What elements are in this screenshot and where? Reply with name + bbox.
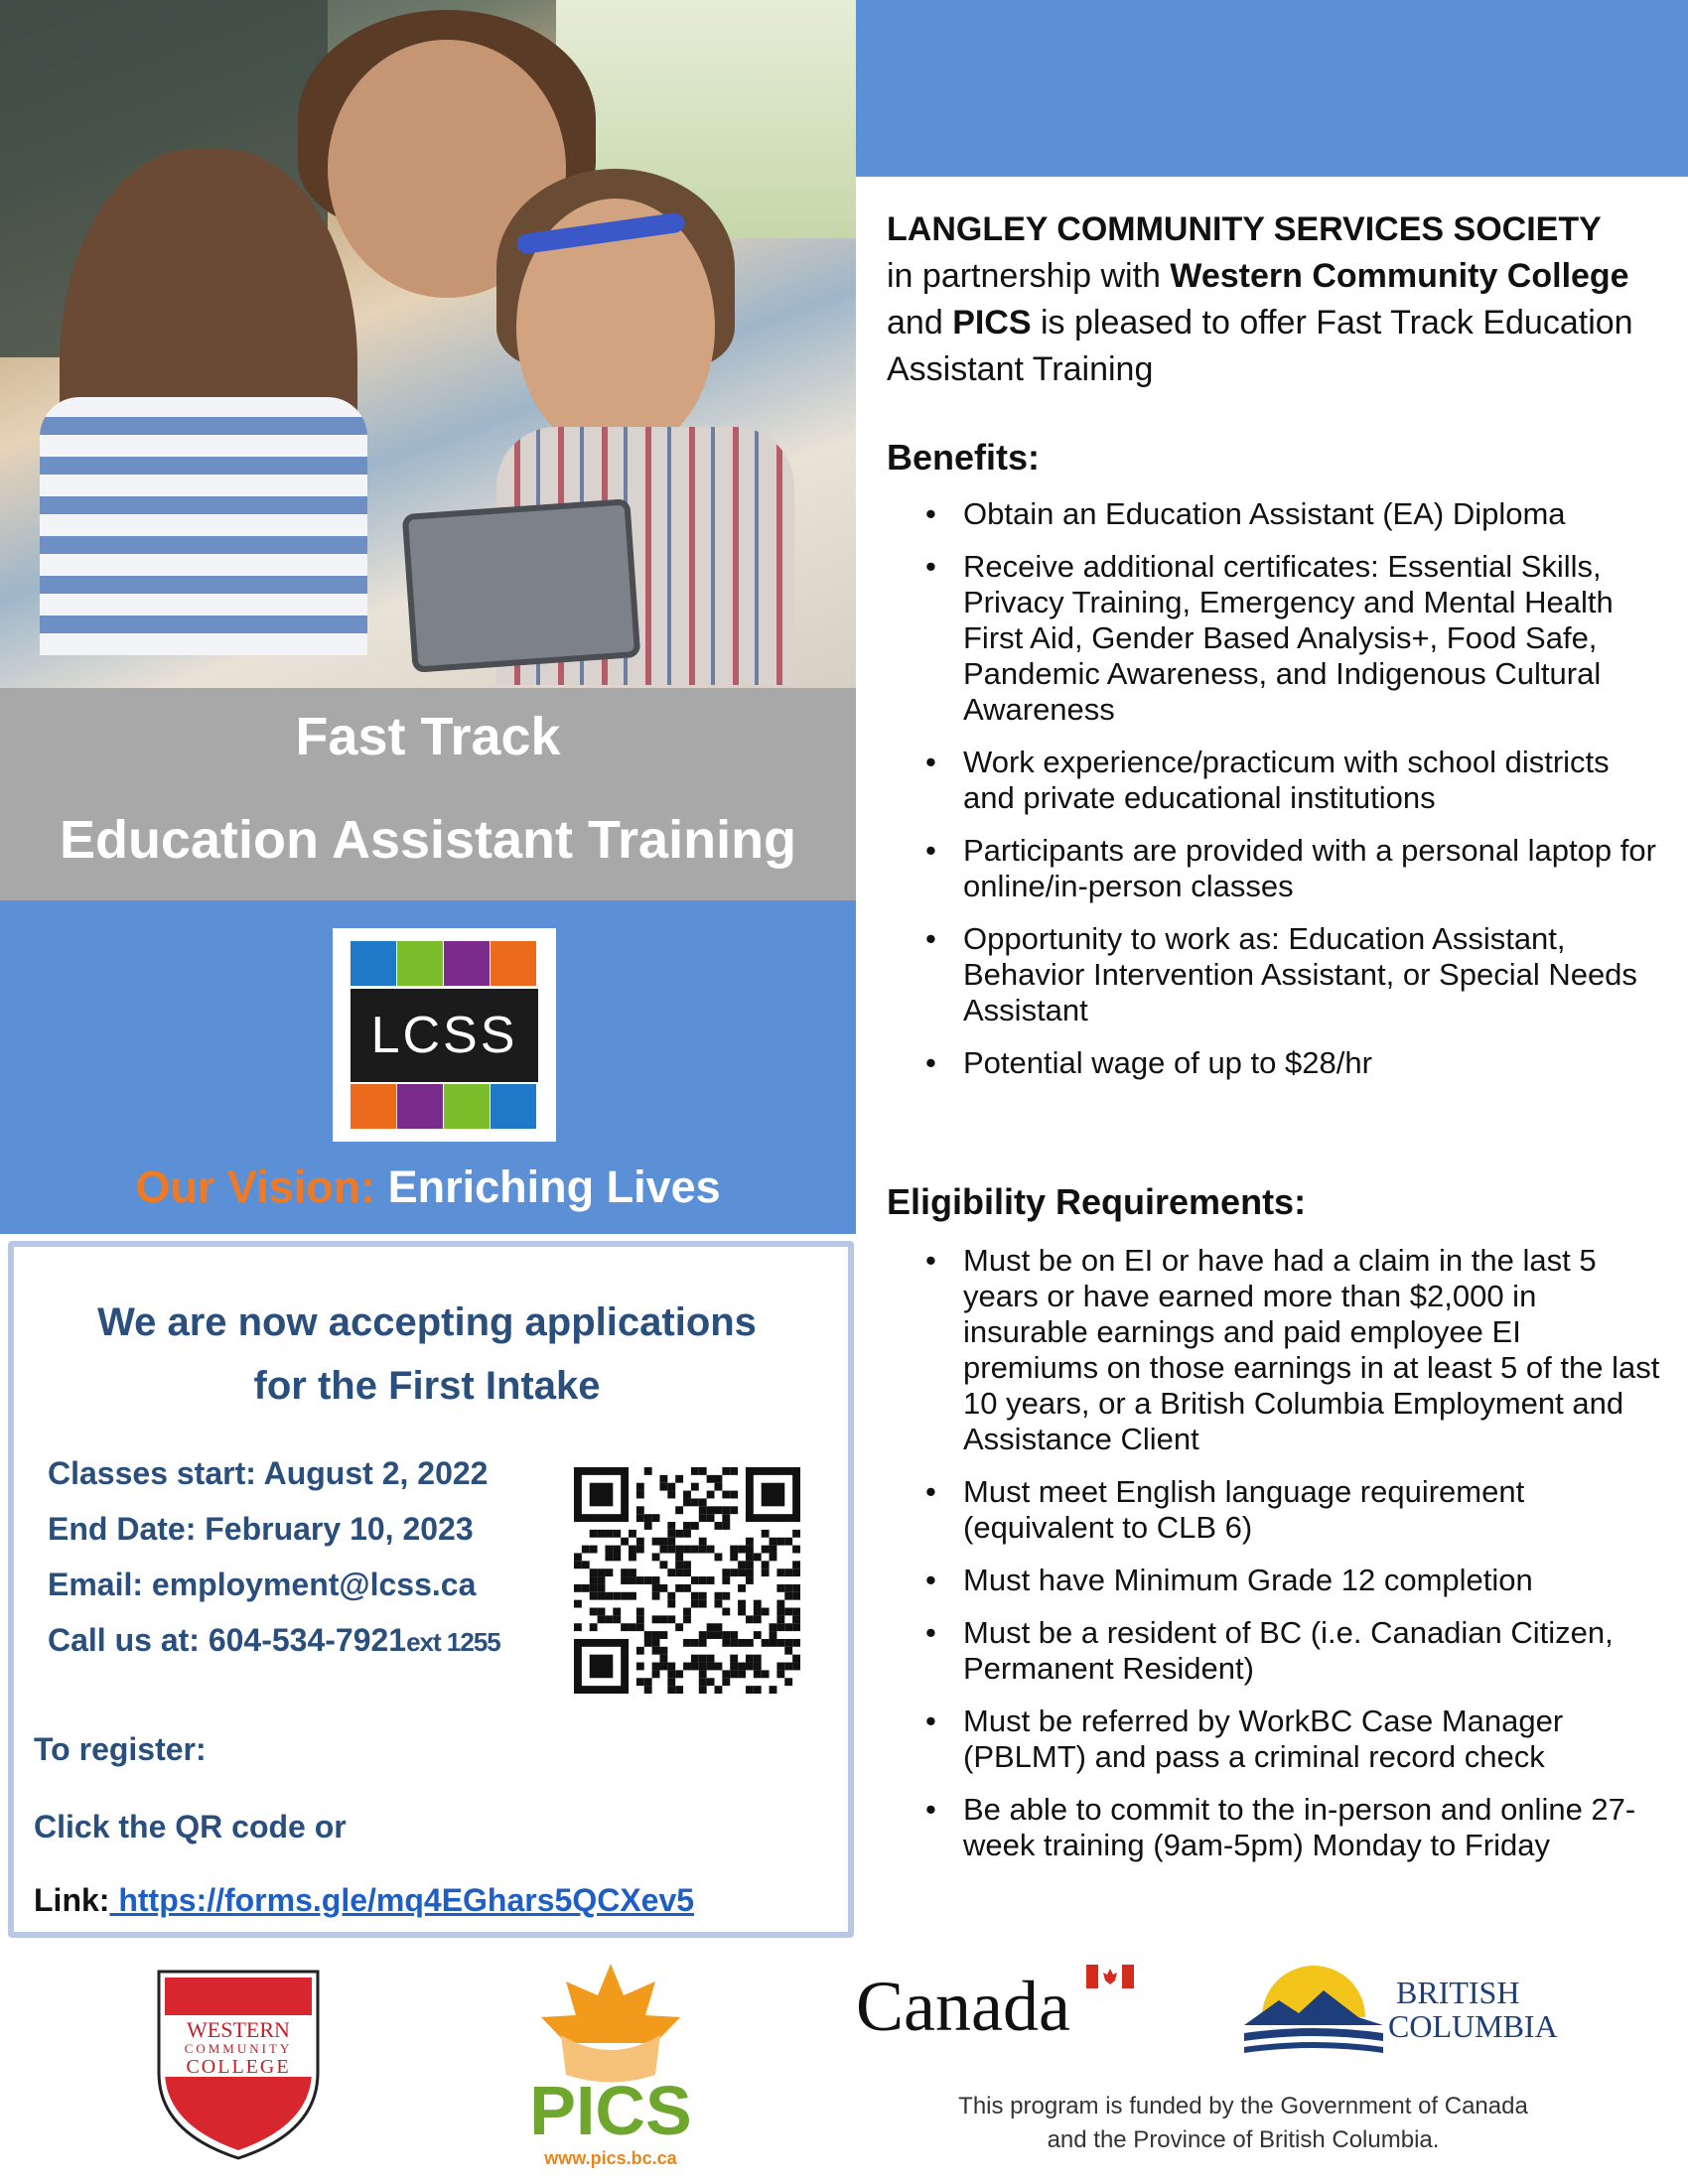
intro-text-3: is pleased to offer Fast Track Education Assistant Training bbox=[887, 304, 1633, 388]
eligibility-text: Must meet English language requirement (equivalent to CLB 6) bbox=[963, 1474, 1525, 1545]
org-name: LANGLEY COMMUNITY SERVICES SOCIETY bbox=[887, 210, 1602, 248]
eligibility-heading: Eligibility Requirements: bbox=[887, 1181, 1307, 1222]
benefit-item bbox=[925, 833, 1660, 904]
eligibility-item bbox=[925, 1792, 1660, 1863]
phone-extension: ext 1255 bbox=[406, 1627, 500, 1657]
funding-line-1: This program is funded by the Government of Canada bbox=[958, 2093, 1528, 2119]
wcc-text-3: COLLEGE bbox=[186, 2056, 291, 2078]
eligibility-item bbox=[925, 1704, 1660, 1775]
pics-text: PICS bbox=[529, 2072, 692, 2149]
hero-photo bbox=[0, 0, 856, 688]
bullet-icon: • bbox=[925, 833, 936, 868]
link-line bbox=[34, 1882, 694, 1919]
top-blue-band bbox=[856, 0, 1688, 177]
eligibility-text: Must be on EI or have had a claim in the last 5 years or have earned more than $2,000 in insurable earnings and paid employee EI premiums on those earnings in at least 5 of the last 10 years, or a British Columbia Employment and Assistance Client bbox=[963, 1243, 1660, 1456]
email[interactable]: Email: employment@lcss.ca bbox=[48, 1567, 477, 1602]
benefit-text: Opportunity to work as: Education Assistant, Behavior Intervention Assistant, or Special Needs Assistant bbox=[963, 921, 1637, 1027]
lcss-logo-text: LCSS bbox=[351, 989, 538, 1082]
benefit-item bbox=[925, 496, 1660, 532]
registration-link[interactable]: https://forms.gle/mq4EGhars5QCXev5 bbox=[109, 1882, 695, 1918]
benefit-text: Potential wage of up to $28/hr bbox=[963, 1045, 1372, 1080]
vision-text: Enriching Lives bbox=[375, 1161, 721, 1212]
benefit-text: Receive additional certificates: Essential Skills, Privacy Training, Emergency and Mental Health First Aid, Gender Based Analysis+, Food Safe, Pandemic Awareness, and Indigenous Cultural Awareness bbox=[963, 549, 1614, 727]
wcc-text-2: COMMUNITY bbox=[184, 2041, 293, 2056]
bc-text-2: COLUMBIA bbox=[1388, 2008, 1558, 2044]
benefit-item bbox=[925, 921, 1660, 1028]
partner-wcc: Western Community College bbox=[1170, 257, 1629, 295]
eligibility-text: Be able to commit to the in-person and online 27-week training (9am-5pm) Monday to Friday bbox=[963, 1792, 1636, 1862]
eligibility-item bbox=[925, 1474, 1660, 1546]
bullet-icon: • bbox=[925, 921, 936, 956]
benefit-text: Participants are provided with a personal laptop for online/in-person classes bbox=[963, 833, 1656, 903]
title-line-2: Education Assistant Training bbox=[59, 810, 797, 870]
canada-text: Canada bbox=[856, 1967, 1070, 2046]
benefit-text: Obtain an Education Assistant (EA) Diploma bbox=[963, 496, 1566, 531]
intro-paragraph bbox=[887, 206, 1671, 393]
bullet-icon: • bbox=[925, 1474, 936, 1509]
end-date: End Date: February 10, 2023 bbox=[48, 1511, 474, 1547]
benefits-heading: Benefits: bbox=[887, 437, 1041, 478]
benefit-item bbox=[925, 745, 1660, 816]
phone[interactable] bbox=[48, 1622, 500, 1659]
benefits-list bbox=[925, 496, 1660, 1098]
eligibility-text: Must be referred by WorkBC Case Manager (PBLMT) and pass a criminal record check bbox=[963, 1704, 1564, 1774]
partner-pics: PICS bbox=[952, 304, 1032, 341]
bullet-icon: • bbox=[925, 549, 936, 584]
bullet-icon: • bbox=[925, 496, 936, 531]
funding-notice bbox=[856, 2090, 1630, 2157]
british-columbia-logo bbox=[1239, 1956, 1587, 2065]
phone-number: Call us at: 604-534-7921 bbox=[48, 1622, 407, 1658]
pics-url: www.pics.bc.ca bbox=[544, 2148, 677, 2168]
lcss-logo bbox=[333, 928, 556, 1142]
intro-text-2: and bbox=[887, 304, 953, 341]
eligibility-list bbox=[925, 1243, 1660, 1880]
vision-label: Our Vision bbox=[135, 1161, 361, 1212]
eligibility-item bbox=[925, 1615, 1660, 1687]
benefit-item bbox=[925, 549, 1660, 728]
eligibility-text: Must be a resident of BC (i.e. Canadian Citizen, Permanent Resident) bbox=[963, 1615, 1614, 1686]
bullet-icon: • bbox=[925, 1704, 936, 1738]
pics-logo bbox=[506, 1956, 715, 2174]
eligibility-text: Must have Minimum Grade 12 completion bbox=[963, 1563, 1533, 1597]
eligibility-item bbox=[925, 1243, 1660, 1457]
bullet-icon: • bbox=[925, 1792, 936, 1827]
bullet-icon: • bbox=[925, 1045, 936, 1080]
qr-code[interactable] bbox=[574, 1467, 800, 1694]
register-label: To register: bbox=[34, 1731, 207, 1767]
intro-text-1: in partnership with bbox=[887, 257, 1171, 295]
benefit-text: Work experience/practicum with school districts and private educational institutions bbox=[963, 745, 1610, 815]
title-line-1: Fast Track bbox=[295, 707, 561, 766]
funding-line-2: and the Province of British Columbia. bbox=[1047, 2126, 1440, 2153]
link-label: Link: bbox=[34, 1882, 110, 1918]
title-banner bbox=[0, 688, 856, 900]
click-qr-text: Click the QR code or bbox=[34, 1809, 347, 1844]
vision-colon: : bbox=[360, 1161, 376, 1212]
accepting-heading bbox=[30, 1291, 824, 1418]
classes-start: Classes start: August 2, 2022 bbox=[48, 1455, 489, 1491]
bullet-icon: • bbox=[925, 1563, 936, 1597]
canada-wordmark bbox=[856, 1961, 1134, 2050]
bullet-icon: • bbox=[925, 745, 936, 779]
wcc-text-1: WESTERN bbox=[187, 2017, 290, 2042]
bullet-icon: • bbox=[925, 1615, 936, 1650]
western-community-college-logo bbox=[149, 1964, 328, 2162]
accepting-line-2: for the First Intake bbox=[253, 1364, 601, 1408]
accepting-line-1: We are now accepting applications bbox=[97, 1300, 757, 1344]
bullet-icon: • bbox=[925, 1243, 936, 1278]
benefit-item bbox=[925, 1045, 1660, 1081]
eligibility-item bbox=[925, 1563, 1660, 1598]
vision-statement bbox=[0, 1161, 856, 1213]
bc-text-1: BRITISH bbox=[1396, 1975, 1520, 2010]
